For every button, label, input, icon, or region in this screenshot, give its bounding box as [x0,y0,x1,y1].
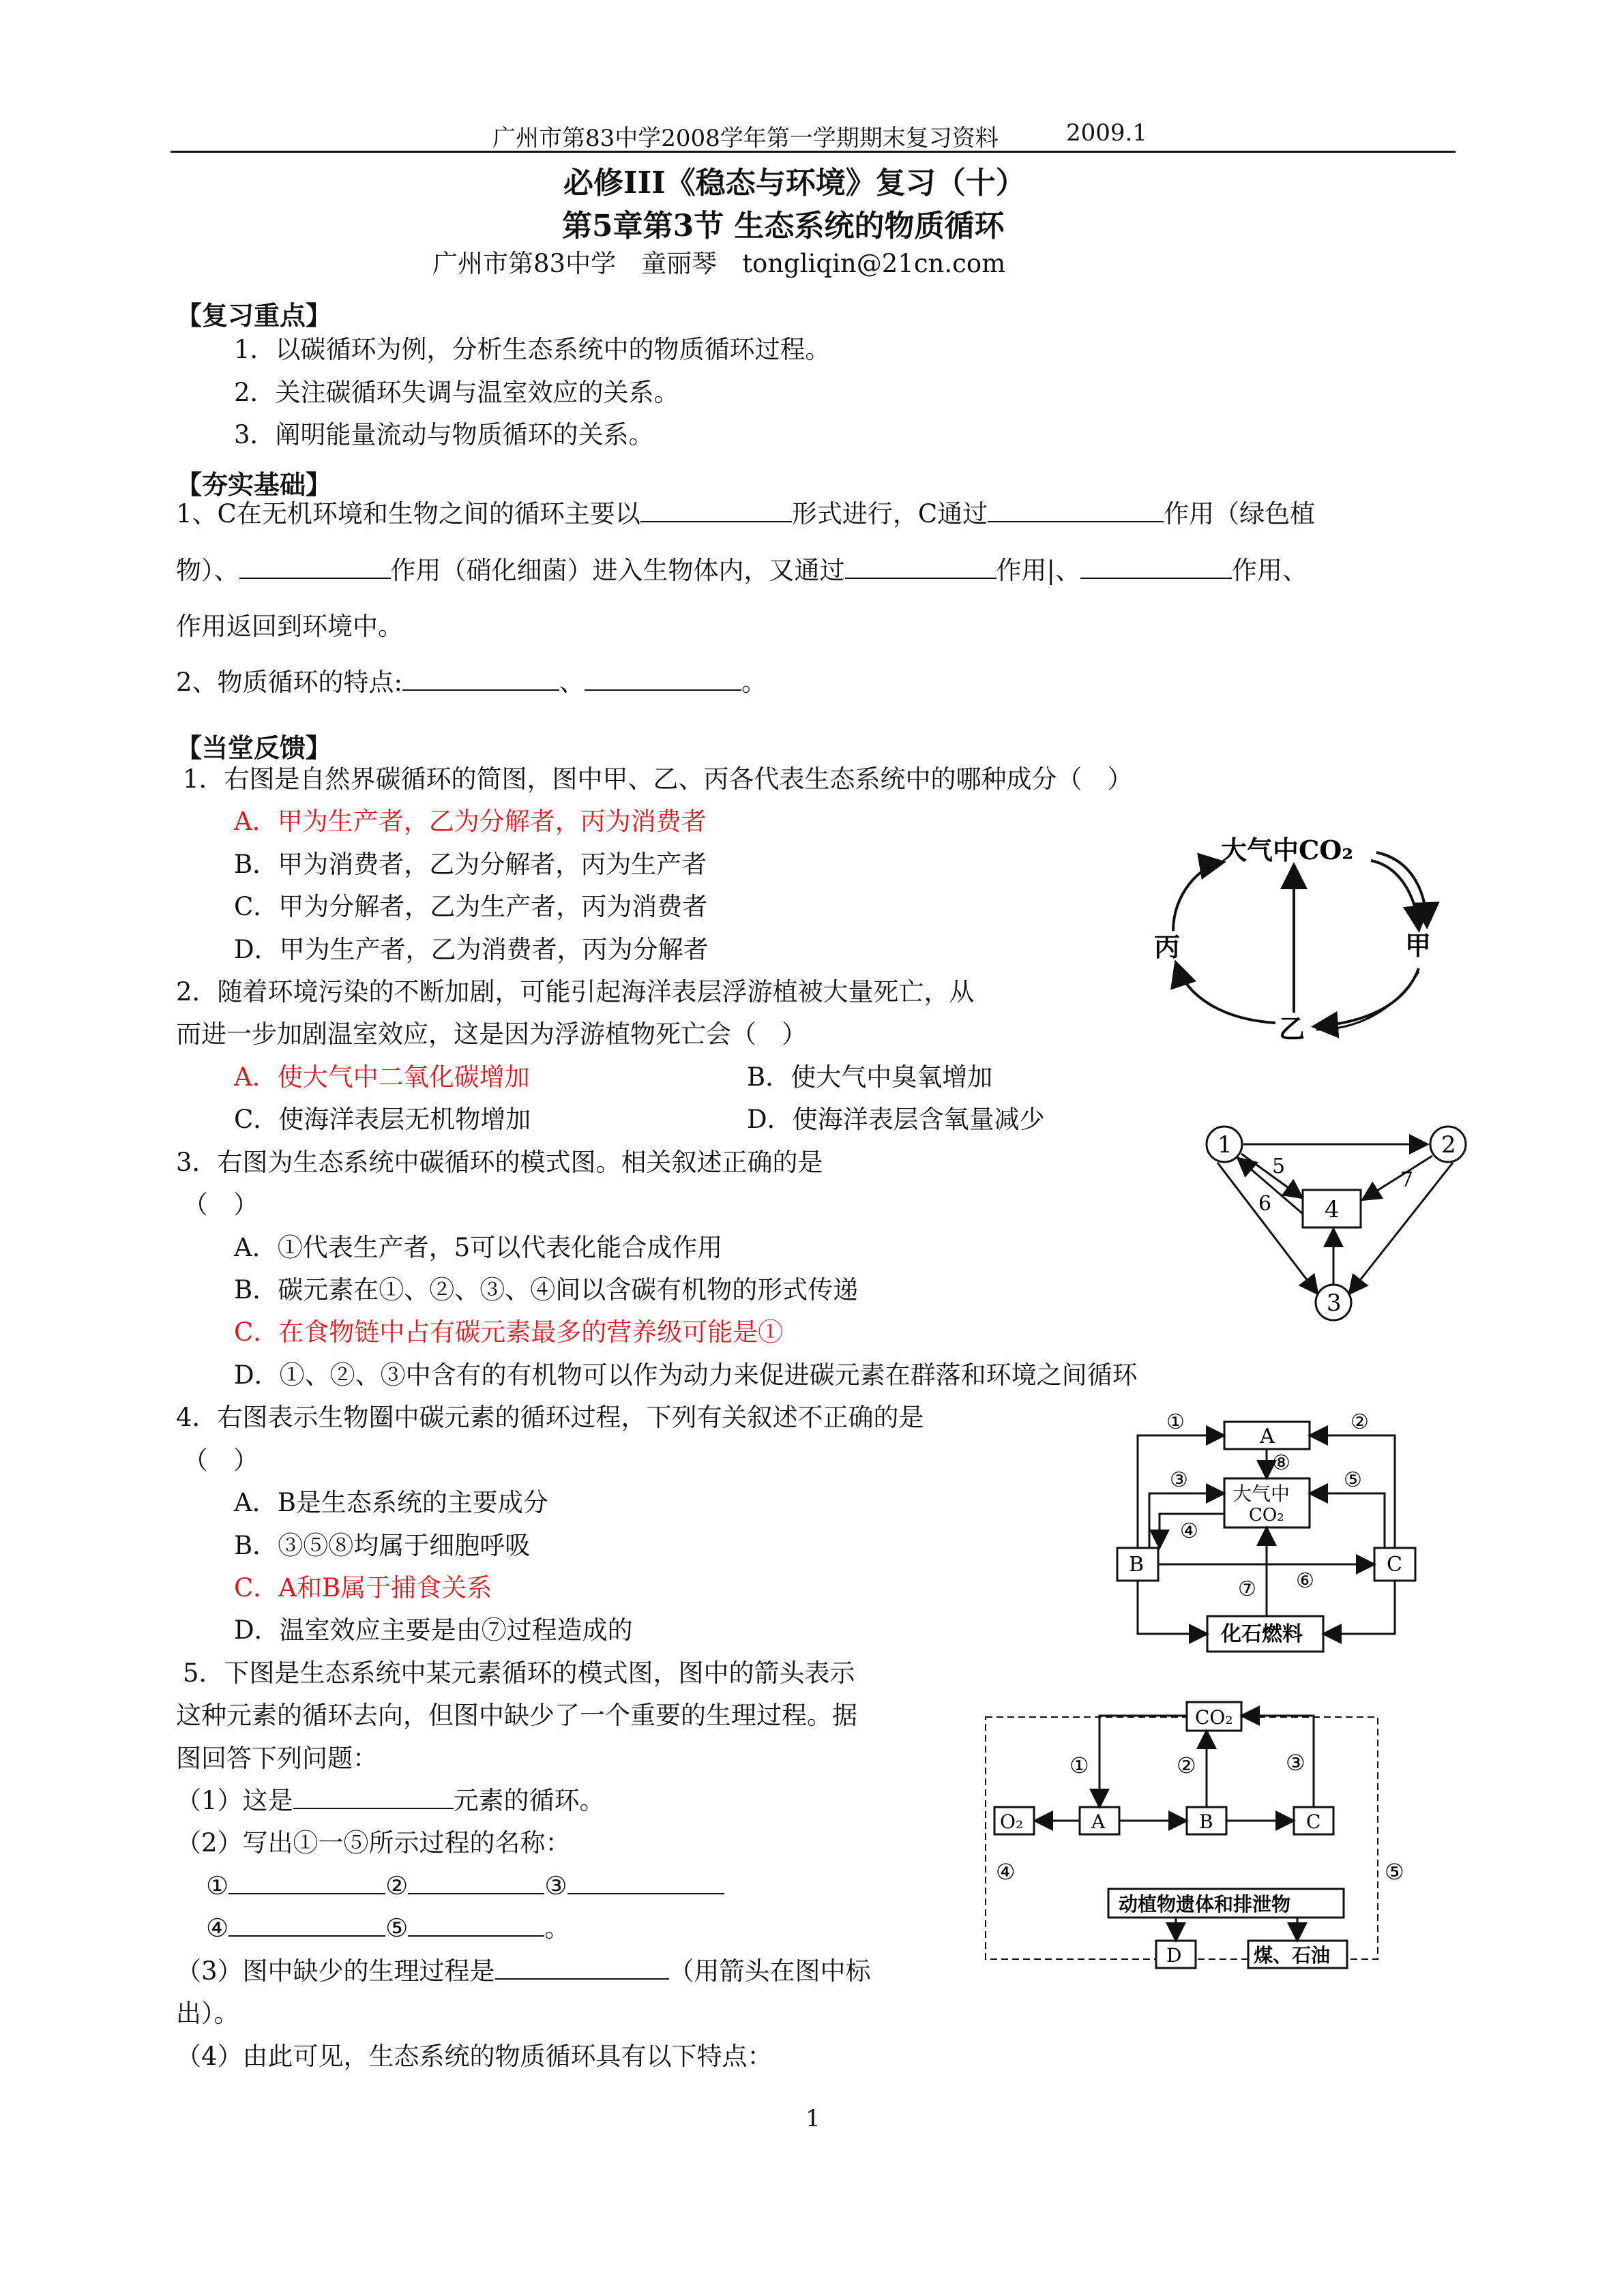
diagram3-label-5: ⑤ [1344,1468,1362,1492]
q1-option-d: D．甲为生产者，乙为消费者，丙为分解者 [234,935,709,964]
page-subtitle: 第5章第3节 生态系统的物质循环 [562,209,1005,243]
diagram4-label-5: ⑤ [1385,1859,1404,1885]
diagram3-arrow-b-fossil [1138,1581,1205,1634]
diagram2-label-6: 6 [1258,1192,1272,1216]
q2-option-c: C．使海洋表层无机物增加 [234,1105,531,1134]
diagram-element-cycle [982,1697,1432,1976]
diagram2-node-1-label: 1 [1217,1131,1232,1159]
diagram3-label-6: ⑥ [1296,1569,1314,1593]
diagram4-label-2: ② [1177,1753,1196,1778]
diagram3-box-fossil-label: 化石燃料 [1221,1622,1303,1646]
q3-stem-2: （ ） [183,1190,259,1219]
diagram4-label-1: ① [1069,1753,1089,1778]
diagram1-left-label: 丙 [1154,931,1181,962]
section-basics-heading: 【夯实基础】 [176,469,332,500]
q4-option-c: C．A和B属于捕食关系 [234,1573,492,1602]
diagram2-label-7: 7 [1400,1168,1414,1192]
page-number: 1 [806,2105,821,2132]
diagram4-box-coal-label: 煤、石油 [1254,1944,1331,1967]
q5-part2-blanks-2: ④ ⑤ 。 [206,1913,570,1943]
q3-option-c: C．在食物链中占有碳元素最多的营养级可能是① [234,1317,784,1347]
diagram2-arrow-1-4 [1241,1154,1301,1197]
diagram3-label-2: ② [1350,1410,1369,1434]
header-school-line: 广州市第83中学2008学年第一学期期末复习资料 [492,125,999,152]
header-date: 2009.1 [1066,119,1147,147]
diagram2-label-5: 5 [1272,1154,1286,1178]
diagram4-box-co2-label: CO₂ [1195,1706,1233,1729]
diagram3-box-a-label: A [1260,1425,1275,1448]
review-item: 2．关注碳循环失调与温室效应的关系。 [234,378,679,407]
basics-q1-line1: 1、C在无机环境和生物之间的循环主要以 形式进行，C通过 作用（绿色植 [176,499,1316,528]
q5-part2-blanks-1: ① ② ③ [206,1873,724,1898]
section-feedback-heading: 【当堂反馈】 [176,732,332,763]
q2-stem-1: 2．随着环境污染的不断加剧，可能引起海洋表层浮游植被大量死亡，从 [176,977,975,1007]
diagram3-box-co2-label-1: 大气中 [1232,1482,1290,1505]
diagram3-arrow-5 [1312,1493,1385,1548]
diagram4-box-a-label: A [1091,1810,1106,1833]
diagram2-arrow-2-4 [1364,1156,1432,1199]
diagram3-box-c-label: C [1387,1553,1402,1577]
q4-stem-2: （ ） [183,1446,259,1475]
q3-option-a: A．①代表生产者，5可以代表化能合成作用 [234,1233,723,1262]
q3-stem-1: 3．右图为生态系统中碳循环的模式图。相关叙述正确的是 [176,1148,823,1177]
q5-part3: （3）图中缺少的生理过程是 （用箭头在图中标 [176,1956,871,1986]
diagram1-arrow-right-bottom-2 [1316,972,1419,1030]
diagram-carbon-cycle-simple [1146,825,1487,1050]
q5-part4: （4）由此可见，生态系统的物质循环具有以下特点： [176,2042,773,2071]
diagram4-box-c-label: C [1306,1810,1321,1833]
q2-option-d: D．使海洋表层含氧量减少 [747,1105,1045,1134]
diagram4-box-b-label: B [1199,1810,1213,1833]
q5-stem-2: 这种元素的循环去向，但图中缺少了一个重要的生理过程。据 [176,1701,857,1730]
diagram4-box-o2-label: O₂ [1000,1810,1024,1833]
basics-q1-line3: 作用返回到环境中。 [176,612,403,641]
diagram4-label-4: ④ [996,1859,1016,1885]
q5-part1: （1）这是 元素的循环。 [176,1786,605,1815]
diagram3-arrow-c-fossil [1325,1581,1395,1634]
diagram4-box-remains-label: 动植物遗体和排泄物 [1119,1893,1291,1915]
diagram3-label-1: ① [1166,1410,1185,1434]
basics-q1-line2: 物）、 作用（硝化细菌）进入生物体内，又通过 作用|、 作用、 [176,556,1308,585]
diagram3-label-7: ⑦ [1238,1577,1256,1601]
section-review-heading: 【复习重点】 [176,300,332,331]
review-item: 3．阐明能量流动与物质循环的关系。 [234,420,654,449]
q2-stem-2: 而进一步加剧温室效应，这是因为浮游植物死亡会（ ） [176,1019,807,1049]
q4-option-b: B．③⑤⑧均属于细胞呼吸 [234,1531,531,1560]
q5-part3-cont: 出）。 [176,1999,239,2028]
q4-option-a: A．B是生态系统的主要成分 [234,1488,548,1517]
q3-option-d: D．①、②、③中含有的有机物可以作为动力来促进碳元素在群落和环境之间循环 [234,1360,1138,1390]
diagram-biosphere-carbon [1115,1405,1436,1664]
q5-part2: （2）写出①一⑤所示过程的名称： [176,1828,571,1858]
header-rule [171,151,1456,153]
diagram-carbon-cycle-triangle [1190,1118,1483,1330]
q5-stem-1: 5．下图是生态系统中某元素循环的模式图，图中的箭头表示 [183,1658,855,1688]
q4-stem-1: 4．右图表示生物圈中碳元素的循环过程，下列有关叙述不正确的是 [176,1403,924,1432]
review-item: 1．以碳循环为例，分析生态系统中的物质循环过程。 [234,335,831,364]
diagram2-node-4-label: 4 [1325,1196,1340,1223]
diagram1-arrow-left-up [1173,863,1221,931]
diagram3-label-3: ③ [1170,1468,1188,1492]
q1-option-b: B．甲为消费者，乙为分解者，丙为生产者 [234,850,707,879]
diagram1-top-label: 大气中CO₂ [1221,835,1353,865]
q2-option-b: B．使大气中臭氧增加 [747,1062,993,1092]
diagram2-node-3-label: 3 [1327,1289,1342,1317]
diagram1-arrow-bottom-left [1177,965,1275,1023]
diagram3-box-co2-label-2: CO₂ [1249,1505,1284,1525]
q1-option-a: A．甲为生产者，乙为分解者，丙为消费者 [234,807,707,836]
diagram2-node-2-label: 2 [1441,1131,1456,1159]
q1-stem: 1．右图是自然界碳循环的简图，图中甲、乙、丙各代表生态系统中的哪种成分（ ） [183,764,1133,794]
author-line: 广州市第83中学 童丽琴 tongliqin@21cn.com [432,249,1006,278]
diagram1-arrow-right-down-1 [1371,861,1419,927]
diagram4-label-3: ③ [1286,1750,1305,1776]
q1-option-c: C．甲为分解者，乙为生产者，丙为消费者 [234,892,708,921]
diagram3-box-b-label: B [1129,1553,1145,1577]
diagram1-right-label: 甲 [1405,930,1432,961]
diagram4-box-d-label: D [1166,1944,1182,1967]
q5-stem-3: 图回答下列问题： [176,1744,378,1773]
q4-option-d: D．温室效应主要是由⑦过程造成的 [234,1615,633,1645]
q2-option-a: A．使大气中二氧化碳增加 [234,1062,530,1092]
diagram1-arrow-right-down-2 [1376,852,1427,924]
basics-q2: 2、物质循环的特点: 、 。 [176,668,767,697]
diagram3-label-4: ④ [1180,1519,1198,1543]
diagram1-bottom-label: 乙 [1279,1013,1305,1044]
diagram4-arrow-1 [1099,1716,1187,1805]
q3-option-b: B．碳元素在①、②、③、④间以含碳有机物的形式传递 [234,1275,859,1304]
page-title: 必修III《稳态与环境》复习（十） [563,166,1026,200]
diagram3-label-8: ⑧ [1272,1451,1290,1475]
